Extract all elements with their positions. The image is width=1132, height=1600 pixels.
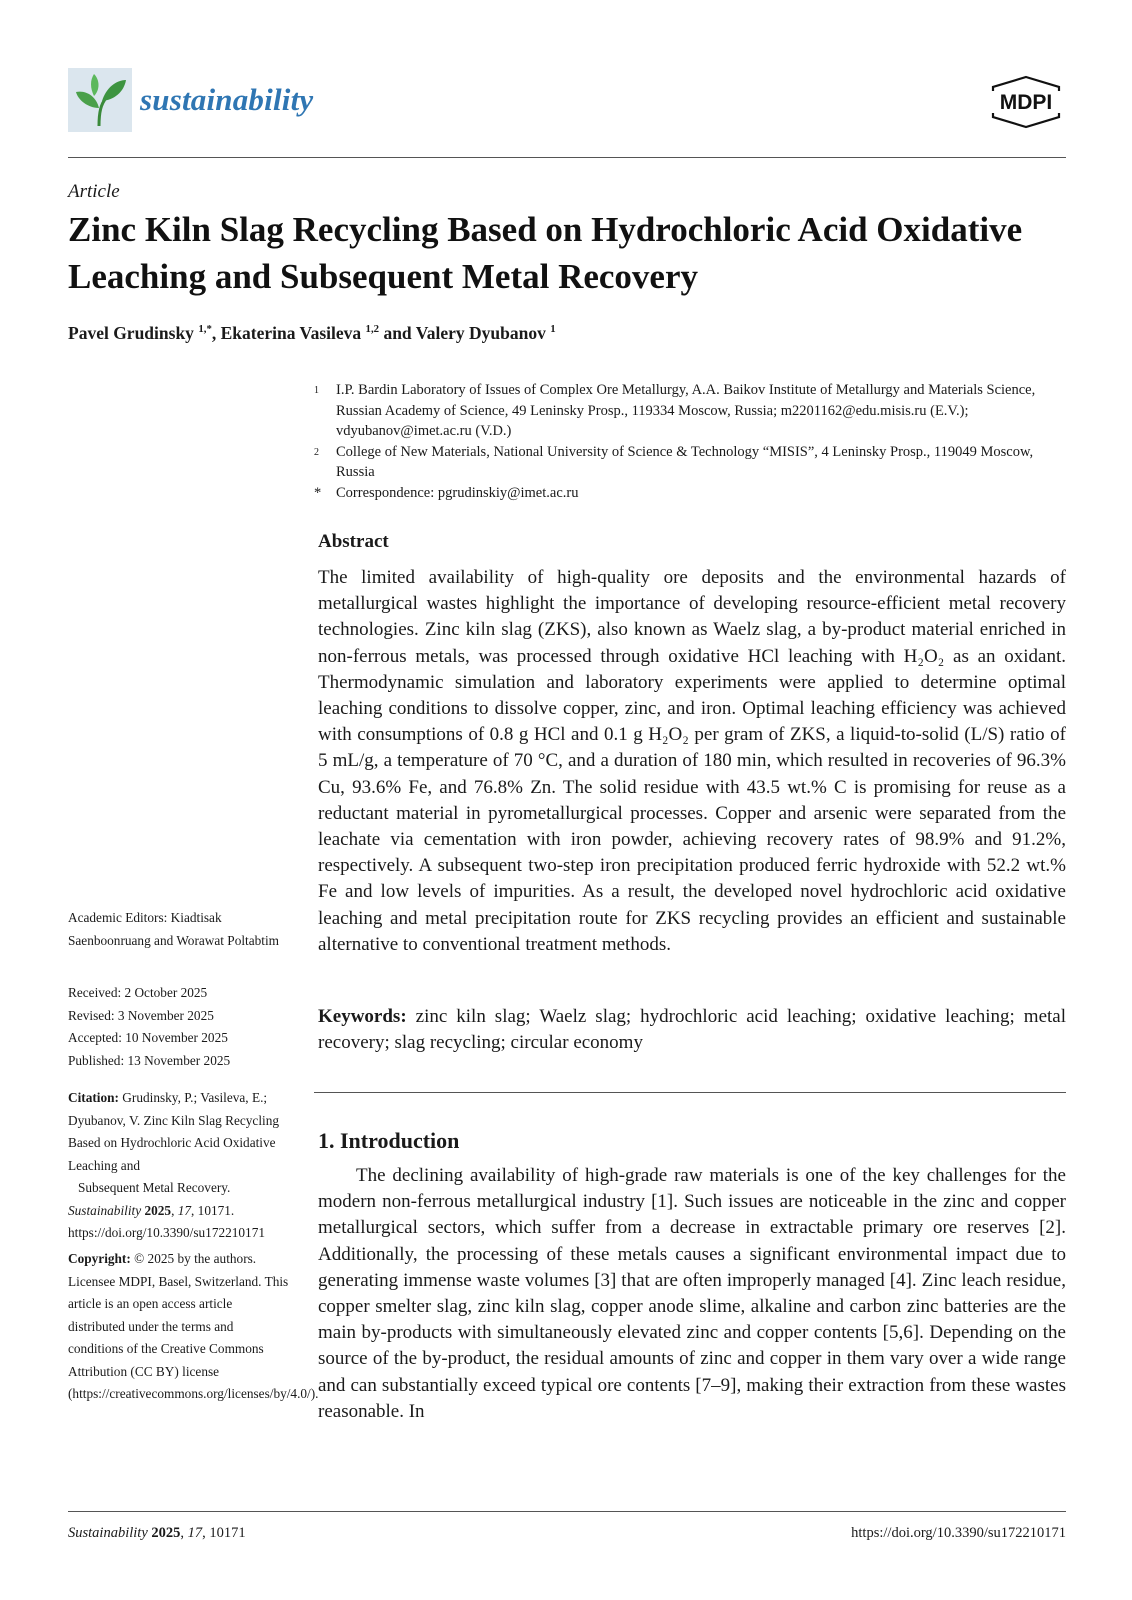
author-list: Pavel Grudinsky $^{1,*}$, Ekaterina Vasileva $^{1,2}$ and Valery Dyubanov $^1$ — [68, 323, 556, 343]
academic-editors: Academic Editors: Kiadtisak Saenboonruang and Worawat Poltabtim — [68, 910, 280, 948]
footer-divider — [68, 1511, 1066, 1512]
footer-journal: Sustainability — [68, 1525, 148, 1541]
journal-logo — [68, 68, 132, 132]
received-date: Received: 2 October 2025 — [68, 985, 208, 1000]
citation-label: Citation: — [68, 1090, 119, 1105]
author-name[interactable]: Pavel Grudinsky — [68, 323, 194, 343]
citation-doi-link[interactable]: https://doi.org/10.3390/su172210171 — [68, 1225, 266, 1240]
affiliations — [314, 380, 1066, 503]
footer-year: 2025 — [151, 1525, 181, 1541]
affiliation-item — [314, 380, 1066, 442]
footer-volume: 17 — [187, 1525, 203, 1541]
revised-date: Revised: 3 November 2025 — [68, 1007, 214, 1023]
author-name[interactable]: Valery Dyubanov — [415, 323, 546, 343]
paper-title: Zinc Kiln Slag Recycling Based on Hydrochloric Acid Oxidative Leaching and Subsequent Metal Recovery — [68, 210, 1023, 296]
journal-name[interactable]: sustainability — [140, 82, 314, 117]
abstract-heading: Abstract — [318, 531, 389, 552]
section-heading: 1. Introduction — [318, 1128, 460, 1153]
footer-article: , 10171 — [202, 1525, 246, 1541]
affiliation-item — [314, 442, 1066, 483]
mdpi-logo[interactable] — [985, 74, 1067, 130]
footer-citation: Sustainability 2025, 17, 10171 — [68, 1525, 246, 1541]
citation: Citation: Grudinsky, P.; Vasileva, E.; Dyubanov, V. Zinc Kiln Slag Recycling Based on Hydrochloric Acid Oxidative Leaching and Subsequent Metal Recovery. Sustainability 2025, 17, 10171. https://doi.org/10.3390/su172210171 — [68, 1087, 290, 1245]
author-affil-mark: 1,* — [198, 323, 212, 336]
publication-dates — [68, 982, 290, 1072]
correspondence-text[interactable]: Correspondence: pgrudinskiy@imet.ac.ru — [336, 484, 579, 501]
affiliation-text: College of New Materials, National University of Science & Technology “MISIS”, 4 Leninsky Prosp., 119049 Moscow, Russia — [336, 443, 1034, 480]
mdpi-logo-text: MDPI — [999, 91, 1053, 114]
affiliation-item — [314, 483, 1066, 504]
citation-article: , 10171. — [191, 1202, 235, 1218]
section-divider — [314, 1092, 1066, 1093]
citation-journal: Sustainability — [68, 1202, 142, 1218]
accepted-date: Accepted: 10 November 2025 — [68, 1030, 228, 1045]
published-date: Published: 13 November 2025 — [68, 1052, 231, 1068]
abstract-text: The limited availability of high-quality ore deposits and the environmental hazards of metallurgical wastes highlight the importance of developing resource-efficient metal recovery technologies. Zinc kiln slag (ZKS), also known as Waelz slag, a by-product material enriched in non-ferrous metals, was processed through oxidative HCl leaching with H₂O₂ as an oxidant. Thermodynamic simulation and laboratory experiments were applied to determine optimal leaching conditions to dissolve copper, zinc, and iron. Optimal leaching efficiency was achieved with consumptions of 0.8 g HCl and 0.1 g H₂O₂ per gram of ZKS, a liquid-to-solid (L/S) ratio of 5 mL/g, a temperature of 70 °C, and a duration of 180 min, which resulted in recoveries of 96.3% Cu, 93.6% Fe, and 76.8% Zn. The solid residue with 43.5 wt.% C is promising for reuse as a reductant material in pyrometallurgical processes. Copper and arsenic were separated from the leachate via cementation with iron powder, achieving recovery rates of 98.9% and 91.2%, respectively. A subsequent two-step iron precipitation produced ferric hydroxide with 52.2 wt.% Fe and low levels of impurities. As a result, the developed novel hydrochloric acid oxidative leaching and metal precipitation route for ZKS recycling provides an efficient and sustainable alternative to conventional treatment methods. — [318, 567, 1066, 955]
citation-text: Grudinsky, P.; Vasileva, E.; Dyubanov, V. Zinc Kiln Slag Recycling Based on Hydrochloric Acid Oxidative Leaching and — [68, 1090, 280, 1173]
affiliation-mark: * — [314, 484, 322, 501]
author-affil-mark: 1,2 — [365, 323, 380, 336]
author-affil-mark: 1 — [550, 323, 556, 336]
introduction-text: The declining availability of high-grade raw materials is one of the key challenges for the modern non-ferrous metallurgical industry [1]. Such issues are noticeable in the zinc and copper metallurgical sectors, which suffer from a decrease in extractable primary ore reserves [2]. Additionally, the processing of these metals causes a significant environmental impact due to generating immense waste volumes [3] that are often improperly managed [4]. Zinc leach residue, copper smelter slag, zinc kiln slag, copper anode slime, alkaline and carbon zinc batteries are the main by-products with simultaneously elevated zinc and copper contents [5,6]. Depending on the source of the by-product, the residual amounts of zinc and copper in them vary over a wide range and can substantially exceed typical ore contents [7–9], making their extraction from these wastes reasonable. In — [318, 1165, 1066, 1422]
copyright-text: © 2025 by the authors. Licensee MDPI, Basel, Switzerland. This article is an open access article distributed under the terms and conditions of the Creative Commons Attribution (CC BY) license (https://creativecommons.org/licenses/by/4.0/). — [68, 1251, 319, 1401]
affiliation-mark: 1 — [314, 385, 319, 396]
keywords — [318, 1004, 1066, 1056]
footer-doi-link[interactable]: https://doi.org/10.3390/su172210171 — [851, 1525, 1066, 1541]
keywords-text: zinc kiln slag; Waelz slag; hydrochloric acid leaching; oxidative leaching; metal recovery; slag recycling; circular economy — [318, 1006, 1066, 1054]
copyright-notice — [68, 1248, 319, 1406]
affiliation-text: I.P. Bardin Laboratory of Issues of Complex Ore Metallurgy, A.A. Baikov Institute of Metallurgy and Materials Science, Russian Academy of Science, 49 Leninsky Prosp., 119334 Moscow, Russia; m2201162@edu.misis.ru (E.V.); vdyubanov@imet.ac.ru (V.D.) — [336, 382, 1036, 439]
citation-volume: 17 — [177, 1202, 192, 1218]
copyright-label: Copyright: — [68, 1251, 131, 1266]
citation-text-cont: Subsequent Metal Recovery. — [78, 1180, 231, 1195]
affiliation-mark: 2 — [314, 446, 319, 458]
author-name[interactable]: Ekaterina Vasileva — [220, 323, 362, 343]
keywords-label: Keywords: — [318, 1006, 407, 1027]
header-divider — [68, 157, 1066, 158]
article-type: Article — [68, 181, 120, 202]
citation-year: 2025 — [144, 1202, 172, 1218]
plant-leaf-icon — [68, 68, 132, 132]
